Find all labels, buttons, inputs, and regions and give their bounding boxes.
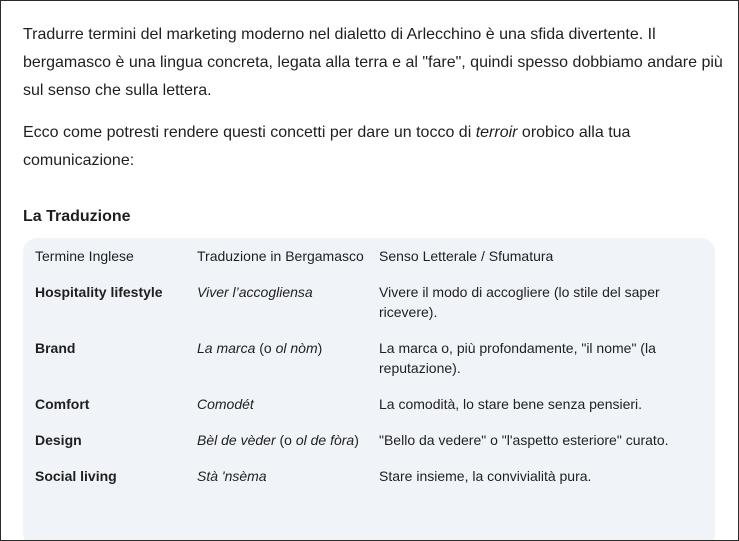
translation-text: Stà 'nsèma	[197, 468, 267, 484]
translation-cell	[185, 282, 365, 338]
table-row	[23, 394, 715, 430]
lead-in-paragraph	[23, 119, 723, 175]
translation-text: Viver l’accogliensa	[197, 284, 313, 300]
translation-close: )	[317, 340, 323, 356]
translation-alt-text: ol nòm	[275, 340, 318, 356]
translation-text: Bèl de vèder	[197, 432, 276, 448]
translation-text: La marca	[197, 340, 256, 356]
table-header-row	[23, 238, 715, 282]
table-row	[23, 466, 715, 502]
meaning-cell: La marca o, più profondamente, "il nome" (la reputazione).	[379, 340, 656, 376]
term-cell: Design	[35, 432, 82, 448]
translation-text: Comodét	[197, 396, 254, 412]
intro-text	[23, 21, 723, 175]
table-row	[23, 282, 715, 338]
term-cell: Brand	[35, 340, 76, 356]
translation-connector: (o	[255, 340, 276, 356]
meaning-cell: La comodità, lo stare bene senza pensieri.	[379, 396, 643, 412]
translation-cell	[185, 430, 365, 466]
column-header-bergamasco: Traduzione in Bergamasco	[197, 248, 364, 264]
term-cell: Hospitality lifestyle	[35, 284, 163, 300]
translation-cell	[185, 394, 365, 430]
term-cell: Social living	[35, 468, 117, 484]
translation-close: )	[354, 432, 359, 448]
translation-cell	[185, 338, 365, 394]
column-header-meaning: Senso Letterale / Sfumatura	[379, 248, 554, 264]
emphasized-term: terroir	[475, 124, 518, 141]
table-row	[23, 430, 715, 466]
translation-cell	[185, 466, 365, 502]
translation-table	[23, 238, 715, 502]
section-heading: La Traduzione	[23, 208, 131, 225]
table-row	[23, 338, 715, 394]
meaning-cell: Stare insieme, la convivialità pura.	[379, 468, 592, 484]
translation-connector: (o	[275, 432, 296, 448]
intro-paragraph: Tradurre termini del marketing moderno nel dialetto di Arlecchino è una sfida divertente. Il bergamasco è una lingua concreta, legata alla terra e al "fare", quindi spesso dobbiamo andare più sul senso che sulla lettera.	[23, 26, 723, 99]
column-header-english: Termine Inglese	[35, 248, 134, 264]
lead-in-text: Ecco come potresti rendere questi concetti per dare un tocco di	[23, 124, 476, 141]
term-cell: Comfort	[35, 396, 90, 412]
translation-table-container	[23, 238, 715, 541]
translation-alt-text: ol de fòra	[295, 432, 355, 448]
meaning-cell: Vivere il modo di accogliere (lo stile del saper ricevere).	[379, 284, 660, 320]
meaning-cell: "Bello da vedere" o "l'aspetto esteriore" curato.	[379, 432, 669, 448]
lead-in-text-end: orobico alla tua comunicazione:	[23, 124, 631, 169]
